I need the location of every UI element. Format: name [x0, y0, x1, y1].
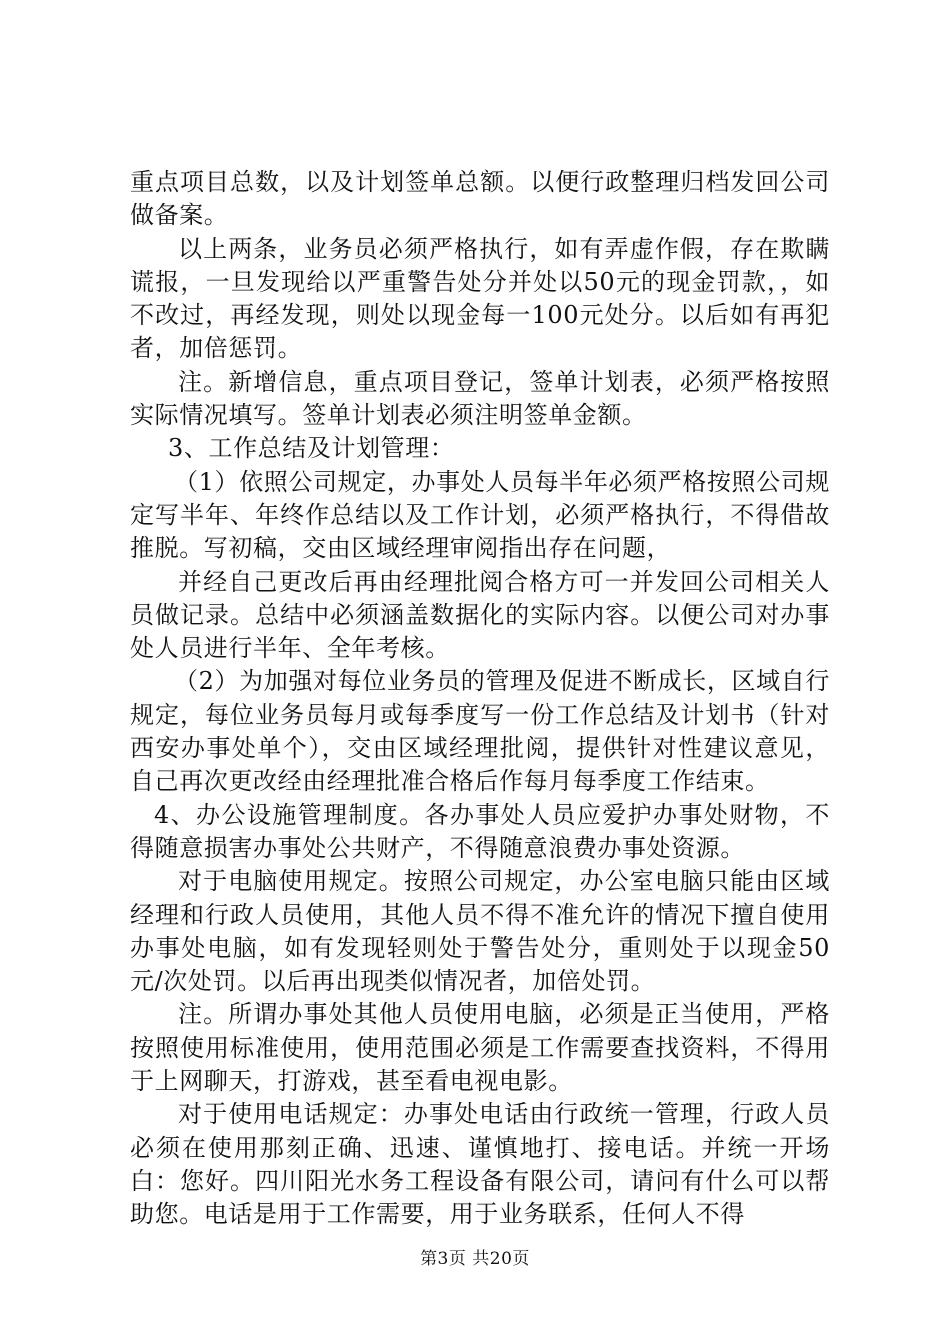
paragraph-phone-rules: 对于使用电话规定：办事处电话由行政统一管理，行政人员必须在使用那刻正确、迅速、谨慎地打、接电话。并统一开场白：您好。四川阳光水务工程设备有限公司，请问有什么可以帮助您。电话是用于工作需要，用于业务联系，任何人不得: [130, 1100, 830, 1229]
section-heading-work-summary: 3、工作总结及计划管理：: [168, 434, 455, 463]
paragraph-item-2: （2）为加强对每位业务员的管理及促进不断成长，区域自行规定，每位业务员每月或每季度写一份工作总结及计划书（针对西安办事处单个），交由区域经理批阅，提供针对性建议意见，自己再次更改经由经理批准合格后作每月每季度工作结束。: [130, 667, 830, 796]
document-body: [130, 166, 830, 1232]
paragraph-item-1: （1）依照公司规定，办事处人员每半年必须严格按照公司规定写半年、年终作总结以及工作计划，必须严格执行，不得借故推脱。写初稿，交由区域经理审阅指出存在问题，: [130, 467, 830, 563]
paragraph-note-registration: 注。新增信息，重点项目登记，签单计划表，必须严格按照实际情况填写。签单计划表必须注明签单金额。: [130, 367, 830, 430]
paragraph-penalty-rules: 以上两条，业务员必须严格执行，如有弄虚作假，存在欺瞒谎报，一旦发现给以严重警告处分并处以50元的现金罚款，，如不改过，再经发现，则处以现金每一100元处分。以后如有再犯者，加倍惩罚。: [130, 234, 830, 363]
section-heading-office-facilities: 4、办公设施管理制度。各办事处人员应爱护办事处财物，不得随意损害办事处公共财产，不得随意浪费办事处资源。: [130, 800, 830, 862]
paragraph-item-1-continued: 并经自己更改后再由经理批阅合格方可一并发回公司相关人员做记录。总结中必须涵盖数据化的实际内容。以便公司对办事处人员进行半年、全年考核。: [130, 567, 830, 663]
paragraph-note-computer: 注。所谓办事处其他人员使用电脑，必须是正当使用，严格按照使用标准使用，使用范围必须是工作需要查找资料，不得用于上网聊天，打游戏，甚至看电视电影。: [130, 1000, 830, 1096]
paragraph-continuation: 重点项目总数，以及计划签单总额。以便行政整理归档发回公司做备案。: [130, 168, 830, 230]
page-number-footer: 第3页 共20页: [420, 1249, 530, 1269]
paragraph-computer-rules: 对于电脑使用规定。按照公司规定，办公室电脑只能由区域经理和行政人员使用，其他人员不得不准允许的情况下擅自使用办事处电脑，如有发现轻则处于警告处分，重则处于以现金50元/次处罚。以后再出现类似情况者，加倍处罚。: [130, 867, 830, 996]
